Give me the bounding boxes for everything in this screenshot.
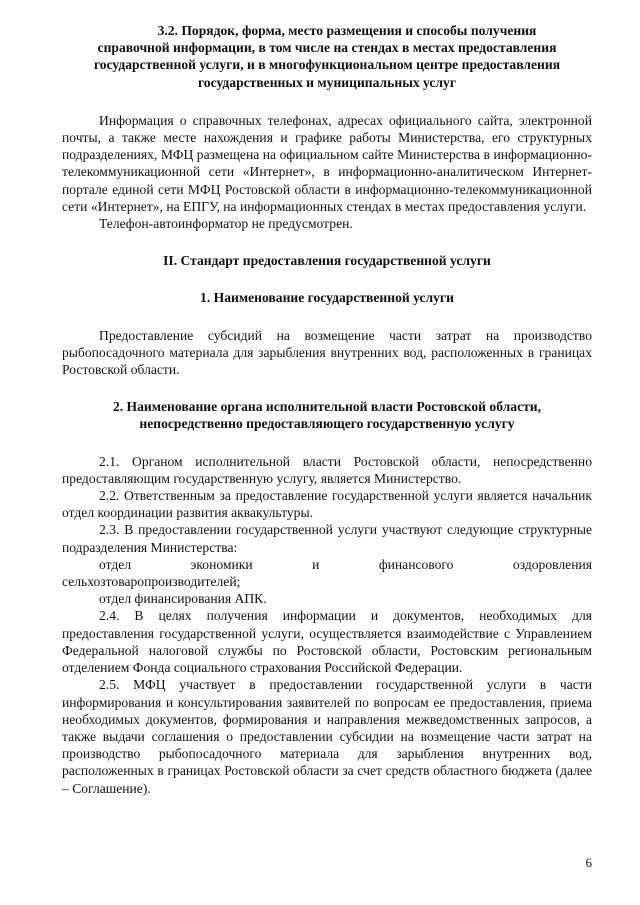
paragraph-2-5: 2.5. МФЦ участвует в предоставлении государственной услуги в части информирования и консультирования заявителей по вопросам ее предоставления, приема необходимых документов, формирования и направления межведомственных запросов, а также выдачи соглашения о предоставлении субсидии на возмещение части затрат на производство рыбопосадочного материала для зарыбления внутренних вод, расположенных в границах Ростовской области за счет средств областного бюджета (далее – Соглашение).	[62, 677, 592, 796]
title-line: государственных и муниципальных услуг	[197, 74, 457, 90]
page-number: 6	[585, 855, 592, 870]
section-2-heading	[62, 398, 592, 432]
title-line: справочной информации, в том числе на стендах в местах предоставления	[97, 40, 557, 56]
paragraph-2-3-item-economics-cont: сельхозтоваропроизводителей;	[62, 574, 241, 590]
paragraph-2-4: 2.4. В целях получения информации и документов, необходимых для предоставления государственной услуги, осуществляется взаимодействие с Управлением Федеральной налоговой службы по Ростовской области, Ростовским региональным отделением Фонда социального страхования Российской Федерации.	[62, 608, 592, 676]
intro-paragraph-autoinformer: Телефон-автоинформатор не предусмотрен.	[99, 216, 353, 232]
title-line: государственной услуги, и в многофункциональном центре предоставления	[93, 57, 561, 73]
title-line: 3.2. Порядок, форма, место размещения и способы получения	[157, 23, 537, 38]
intro-paragraph: Информация о справочных телефонах, адресах официального сайта, электронной почты, а также месте нахождения и графике работы Министерства, его структурных подразделениях, МФЦ размещена на официальном сайте Министерства в информационно-телекоммуникационной сети «Интернет», в информационно-аналитическом Интернет-портале единой сети МФЦ Ростовской области в информационно-телекоммуникационной сети «Интернет», на ЕПГУ, на информационных стендах в местах предоставления услуги.	[62, 112, 592, 214]
section-1-heading: 1. Наименование государственной услуги	[200, 290, 454, 306]
section-2-heading-line: 2. Наименование органа исполнительной власти Ростовской области,	[112, 399, 542, 415]
paragraph-2-3-item-economics: отдел экономики и финансового оздоровления	[99, 556, 592, 572]
paragraph-2-3: 2.3. В предоставлении государственной услуги участвуют следующие структурные подразделения Министерства:	[62, 522, 592, 555]
paragraph-2-1: 2.1. Органом исполнительной власти Ростовской области, непосредственно предоставляющим государственную услугу, является Министерство.	[62, 453, 592, 486]
standard-heading: II. Стандарт предоставления государственной услуги	[163, 253, 491, 269]
section-2-heading-line: непосредственно предоставляющего государственную услугу	[139, 416, 515, 432]
document-page	[62, 22, 592, 797]
paragraph-2-2: 2.2. Ответственным за предоставление государственной услуги является начальник отдел координации развития аквакультуры.	[62, 488, 592, 521]
section-3-2-title	[62, 22, 592, 91]
section-1-text: Предоставление субсидий на возмещение части затрат на производство рыбопосадочного материала для зарыбления внутренних вод, расположенных в границах Ростовской области.	[62, 327, 592, 378]
paragraph-2-3-item-apk: отдел финансирования АПК.	[99, 591, 267, 607]
